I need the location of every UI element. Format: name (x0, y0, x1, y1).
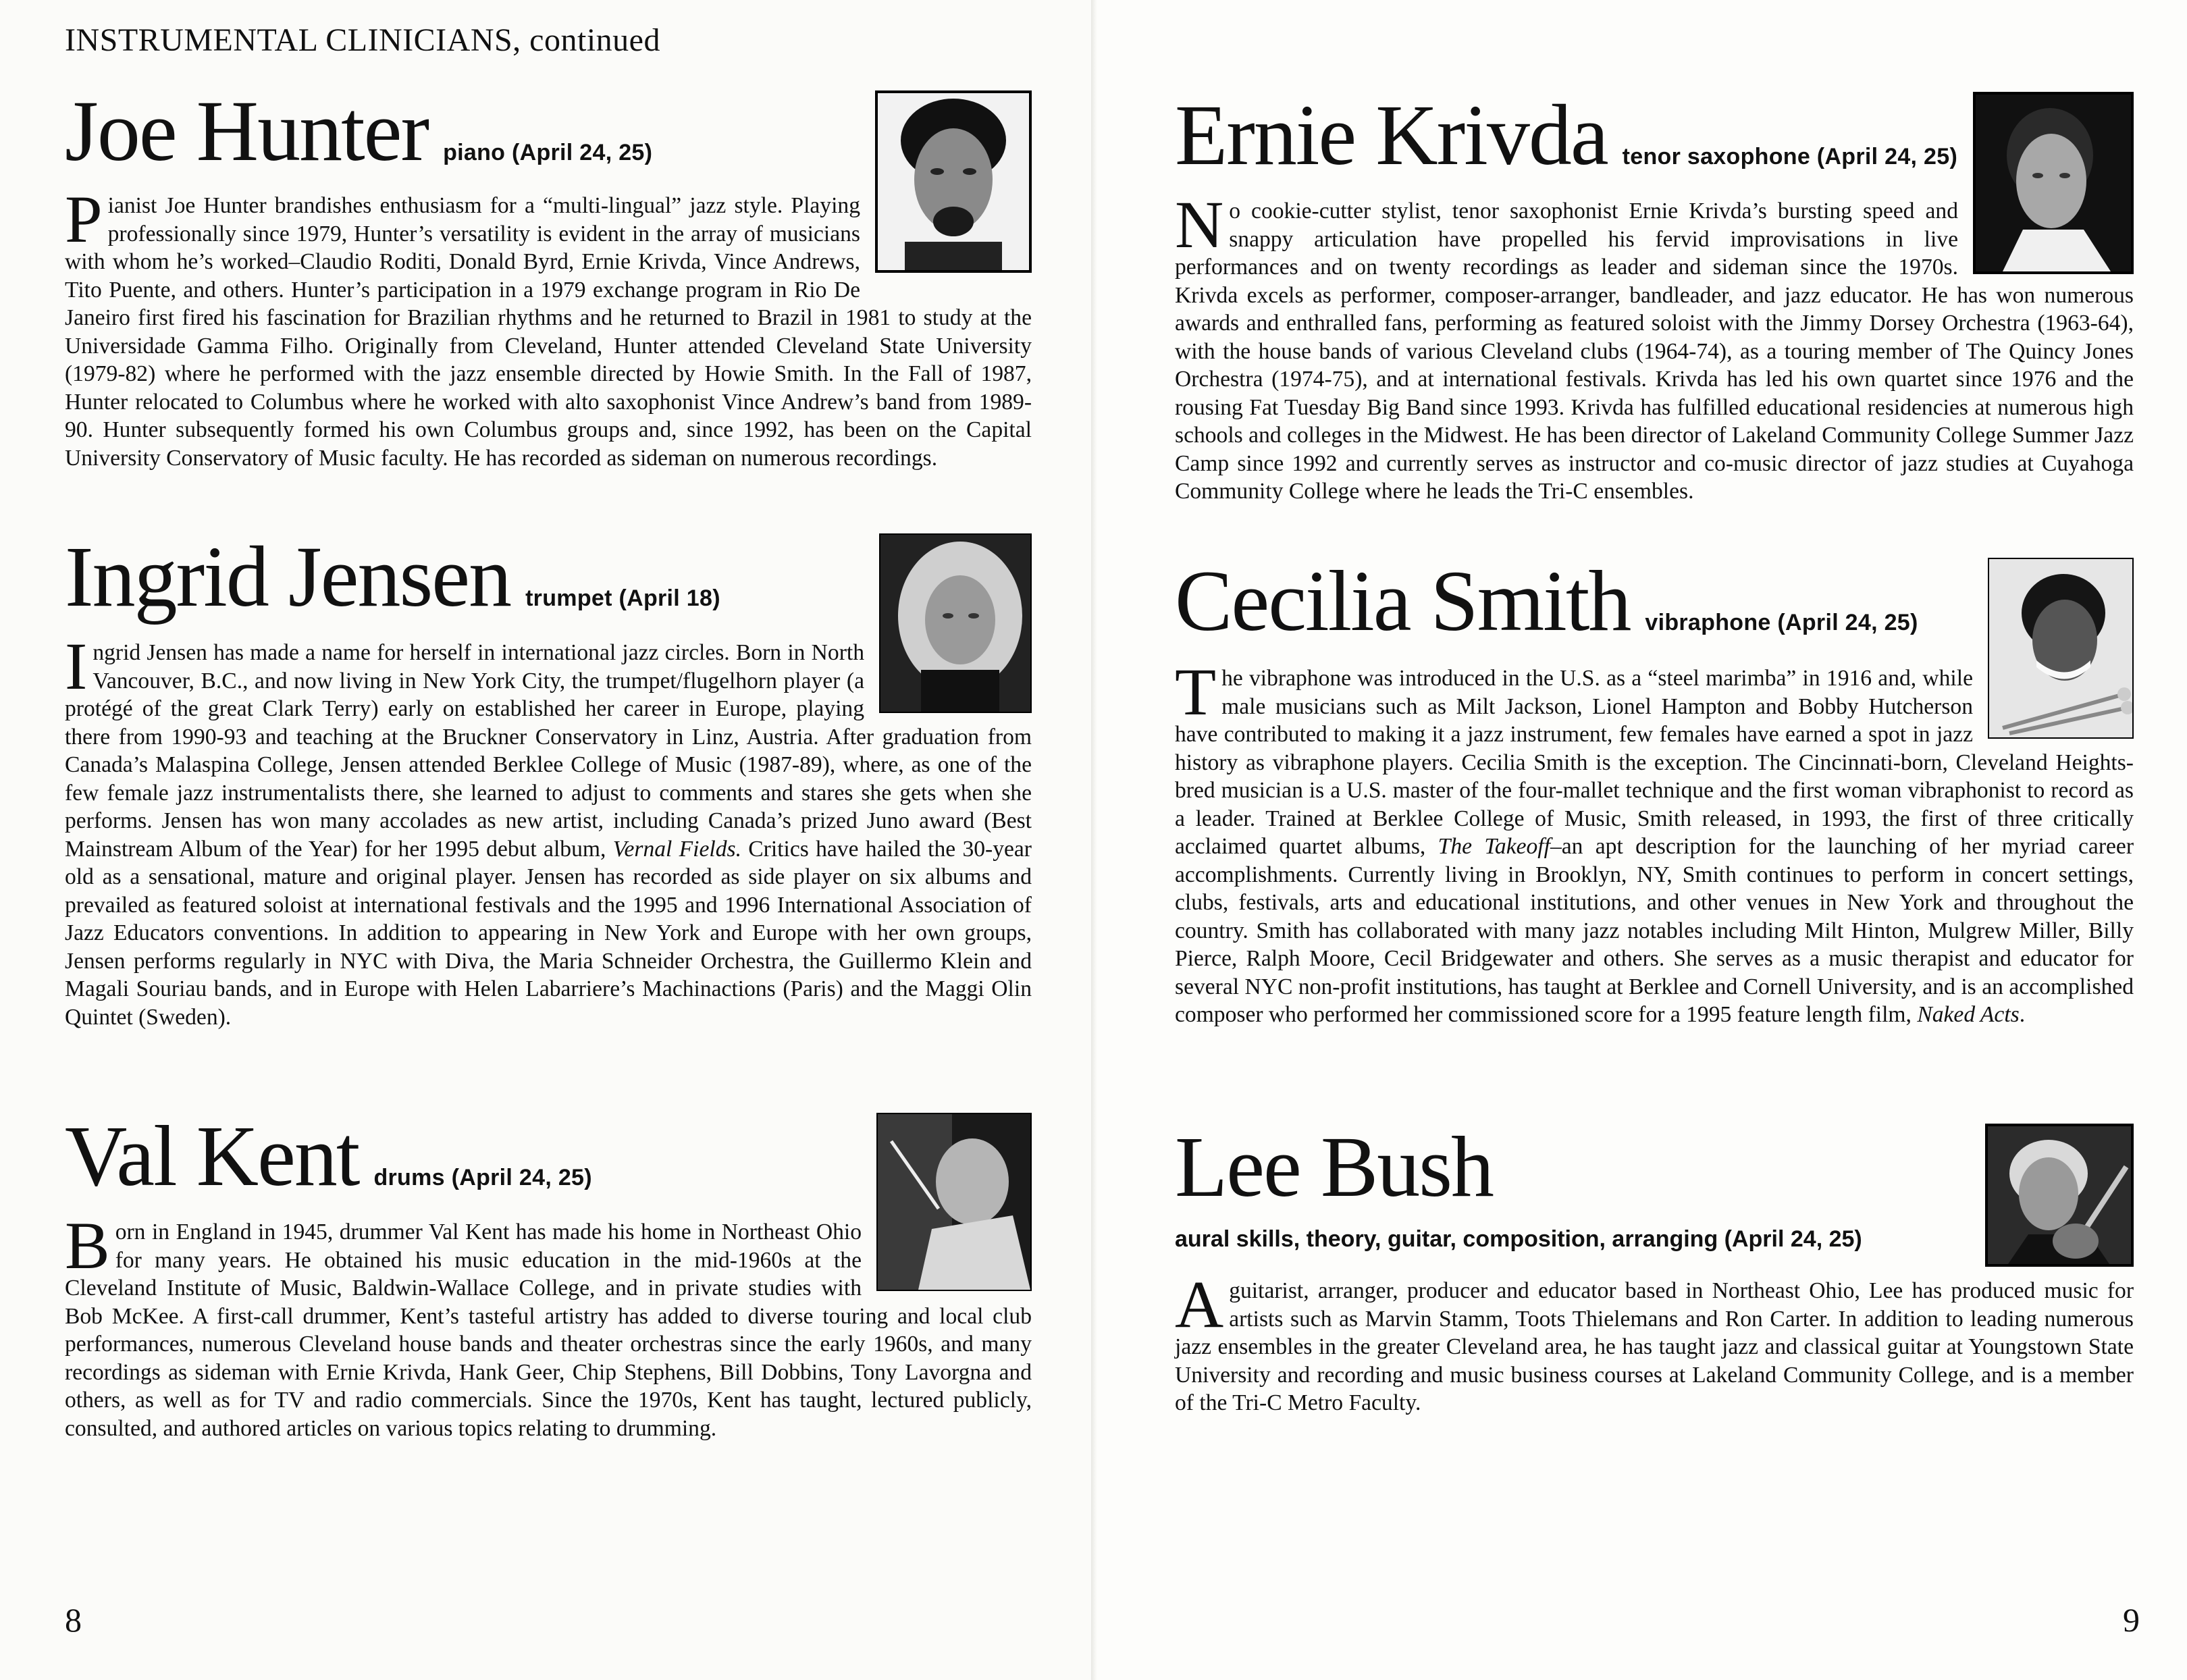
bio-instrument-dates: vibraphone (April 24, 25) (1645, 610, 1918, 635)
portrait-photo-ernie-krivda (1973, 92, 2134, 274)
bio-ernie-krivda (1175, 87, 2134, 506)
page-number: 9 (2123, 1601, 2140, 1639)
portrait-photo-lee-bush (1985, 1124, 2134, 1267)
bio-ingrid-jensen (65, 529, 1032, 1031)
bio-instrument-dates: aural skills, theory, guitar, composition, arranging (April 24, 25) (1175, 1226, 1862, 1252)
bio-text: Born in England in 1945, drummer Val Kent has made his home in Northeast Ohio for many years. He obtained his music education in the mid-1960s at the Cleveland Institute of Music, Baldwin-Wallace College, and in private studies with Bob McKee. A first-call drummer, Kent’s tasteful artistry has added to diverse touring and local club performances, numerous Cleveland house bands and theater orchestras since the early 1960s, and many recordings as sideman with Ernie Krivda, Hank Geer, Chip Stephens, Bill Dobbins, Tony Lavorgna and others, as well as for TV and radio commercials. Since the 1970s, Kent has taught, lectured publicly, consulted, and authored articles on various topics relating to drumming. (65, 1208, 1032, 1441)
bio-cecilia-smith (1175, 553, 2134, 1029)
bio-name: Joe Hunter (65, 83, 429, 179)
bio-instrument-dates: piano (April 24, 25) (443, 140, 653, 165)
bio-text: The vibraphone was introduced in the U.S. as a “steel marimba” in 1916 and, while male musicians such as Milt Jackson, Lionel Hampton and Bobby Hutcherson have contributed to making it a jazz instrument, few females have earned a spot in jazz history as vibraphone players. Cecilia Smith is the exception. The Cincinnati-born, Cleveland Heights-bred musician is a U.S. master of the four-mallet technique and the first woman vibraphonist to record as a leader. Trained at Berklee College of Music, Smith released, in 1993, the first of three critically acclaimed quartet albums, The Takeoff–an apt description for the launching of her myriad career accomplishments. Currently living in Brooklyn, NY, Smith continues to perform in concert settings, clubs, festivals, arts and educational institutions, and other venues in New York and throughout the country. Smith has collaborated with many jazz notables including Milt Hinton, Mulgrew Miller, Billy Pierce, Ralph Moore, Cecil Bridgewater and others. She serves as a music therapist and educator for several NYC non-profit institutions, has taught at Berklee and Cornell University, and is an accomplished composer who performed her commissioned score for a 1995 feature length film, Naked Acts. (1175, 654, 2134, 1027)
bio-instrument-dates: trumpet (April 18) (525, 585, 720, 611)
film-title: Naked Acts (1917, 1002, 2020, 1027)
album-title: The Takeoff (1438, 834, 1550, 859)
portrait-photo-cecilia-smith (1988, 558, 2134, 739)
bio-name: Ernie Krivda (1175, 87, 1608, 183)
bio-text: Aguitarist, arranger, producer and educator based in Northeast Ohio, Lee has produced music for artists such as Marvin Stamm, Toots Thielemans and Ron Carter. In addition to leading numerous jazz ensembles in the greater Cleveland area, he has taught jazz and classical guitar at Youngstown State University and recording and music business courses at Lakeland Community College, and is a member of the Tri-C Metro Faculty. (1175, 1267, 2134, 1415)
bio-lee-bush (1175, 1119, 2134, 1417)
portrait-photo-joe-hunter (875, 90, 1032, 273)
album-title: Vernal Fields. (612, 836, 741, 862)
right-page (1097, 0, 2187, 1680)
bio-name: Cecilia Smith (1175, 553, 1631, 649)
bio-name: Ingrid Jensen (65, 529, 511, 625)
bio-name: Lee Bush (1175, 1119, 1493, 1215)
page-number: 8 (65, 1601, 82, 1639)
bio-instrument-dates: drums (April 24, 25) (373, 1165, 592, 1190)
bio-text: Pianist Joe Hunter brandishes enthusiasm for a “multi-lingual” jazz style. Playing professionally since 1979, Hunter’s versatility is evident in the array of musicians with whom he’s worked–Claudio Roditi, Donald Byrd, Ernie Krivda, Vince Andrews, Tito Puente, and others. Hunter’s participation in a 1979 exchange program in Rio De Janeiro first fired his fascination for Brazilian rhythms and he returned to Brazil in 1981 to study at the Universidade Gamma Filho. Originally from Cleveland, Hunter attended Cleveland State University (1979-82) where he performed with the jazz ensemble directed by Howie Smith. In the Fall of 1987, Hunter relocated to Columbus where he worked with alto saxophonist Vince Andrew’s band from 1989-90. Hunter subsequently formed his own Columbus groups and, since 1992, has been on the Capital University Conservatory of Music faculty. He has recorded as sideman on numerous recordings. (65, 182, 1032, 471)
bio-text: Ingrid Jensen has made a name for herself in international jazz circles. Born in North Vancouver, B.C., and now living in New York City, the trumpet/flugelhorn player (a protégé of the great Clark Terry) early on established her career in Europe, playing there from 1990-93 and teaching at the Bruckner Conservatory in Linz, Austria. After graduation from Canada’s Malaspina College, Jensen attended Berklee College of Music (1987-89), where, as one of the few female jazz instrumentalists there, she learned to adjust to comments and stares she gets when she performs. Jensen has won many accolades as new artist, including Canada’s prized Juno award (Best Mainstream Album of the Year) for her 1995 debut album, Vernal Fields. Critics have hailed the 30-year old as a sensational, mature and original player. Jensen has recorded as side player on six albums and prevailed as featured soloist at international festivals and the 1995 and 1996 International Association of Jazz Educators conventions. In addition to appearing in New York and Europe with her own groups, Jensen performs regularly in NYC with Diva, the Maria Schneider Orchestra, the Guillermo Klein and Magali Souriau bands, and in Europe with Helen Labarriere’s Machinactions (Paris) and the Maggi Olin Quintet (Sweden). (65, 629, 1032, 1030)
portrait-photo-val-kent (876, 1113, 1032, 1291)
bio-text: No cookie-cutter stylist, tenor saxophonist Ernie Krivda’s bursting speed and snappy articulation have propelled his fervid improvisations in live performances and on twenty recordings as leader and sideman since the 1970s. Krivda excels as performer, composer-arranger, bandleader, and jazz educator. He has won numerous awards and enthralled fans, performing as featured soloist with the Jimmy Dorsey Orchestra (1963-64), with the house bands of various Cleveland clubs (1964-74), as a touring member of The Quincy Jones Orchestra (1974-75), and at international festivals. Krivda has led his own quartet since 1976 and the rousing Fat Tuesday Big Band since 1993. Krivda has fulfilled educational residencies at numerous high schools and colleges in the Midwest. He has been director of Lakeland Community College Summer Jazz Camp since 1992 and currently serves as instructor and co-music director of jazz studies at Cuyahoga Community College where he leads the Tri-C ensembles. (1175, 187, 2134, 504)
bio-val-kent (65, 1108, 1032, 1442)
left-page (0, 0, 1092, 1680)
bio-joe-hunter (65, 83, 1032, 472)
portrait-photo-ingrid-jensen (879, 533, 1032, 713)
bio-name: Val Kent (65, 1108, 359, 1204)
bio-instrument-dates: tenor saxophone (April 24, 25) (1622, 144, 1958, 169)
running-head: INSTRUMENTAL CLINICIANS, continued (65, 22, 660, 58)
